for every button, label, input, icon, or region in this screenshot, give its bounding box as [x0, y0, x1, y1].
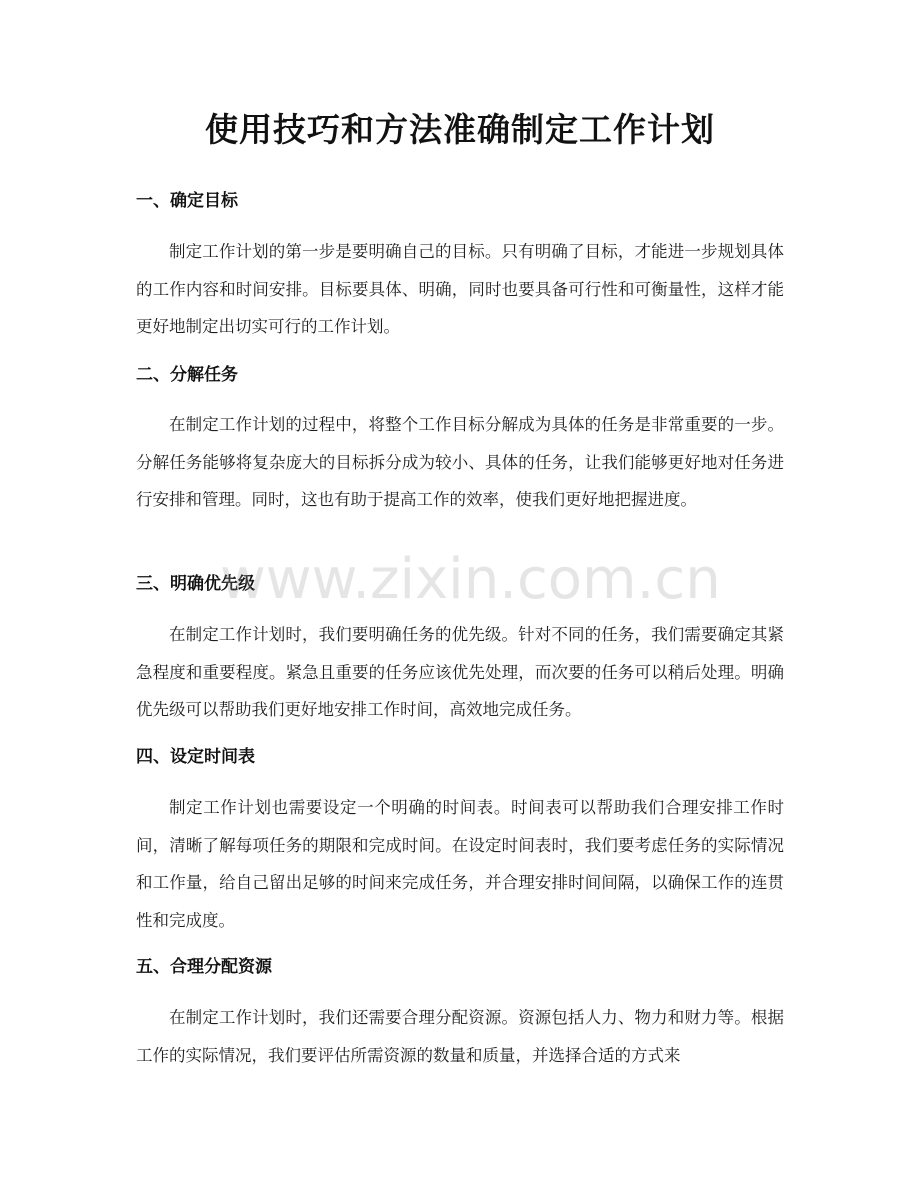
section-paragraph-3: 在制定工作计划时，我们要明确任务的优先级。针对不同的任务，我们需要确定其紧急程度和重要程度。紧急且重要的任务应该优先处理，而次要的任务可以稍后处理。明确优先级可以帮助我们更好地安排工作时间，高效地完成任务。 [136, 625, 784, 719]
section-heading-3: 三、明确优先级 [136, 574, 255, 594]
section-heading-1: 一、确定目标 [136, 191, 238, 211]
document-title: 使用技巧和方法准确制定工作计划 [205, 110, 715, 149]
section-paragraph-5: 在制定工作计划时，我们还需要合理分配资源。资源包括人力、物力和财力等。根据工作的实际情况，我们要评估所需资源的数量和质量，并选择合适的方式来 [136, 1008, 784, 1065]
watermark-text: www.zixin.com.cn [220, 547, 721, 612]
section-heading-2: 二、分解任务 [136, 365, 238, 385]
section-heading-4: 四、设定时间表 [136, 747, 255, 767]
section-paragraph-2: 在制定工作计划的过程中，将整个工作目标分解成为具体的任务是非常重要的一步。分解任务能够将复杂庞大的目标拆分成为较小、具体的任务，让我们能够更好地对任务进行安排和管理。同时，这也有助于提高工作的效率，使我们更好地把握进度。 [136, 415, 784, 509]
section-heading-5: 五、合理分配资源 [136, 957, 272, 977]
section-paragraph-1: 制定工作计划的第一步是要明确自己的目标。只有明确了目标，才能进一步规划具体的工作内容和时间安排。目标要具体、明确，同时也要具备可行性和可衡量性，这样才能更好地制定出切实可行的工作计划。 [136, 242, 784, 336]
section-paragraph-4: 制定工作计划也需要设定一个明确的时间表。时间表可以帮助我们合理安排工作时间，清晰了解每项任务的期限和完成时间。在设定时间表时，我们要考虑任务的实际情况和工作量，给自己留出足够的时间来完成任务，并合理安排时间间隔，以确保工作的连贯性和完成度。 [136, 798, 784, 930]
